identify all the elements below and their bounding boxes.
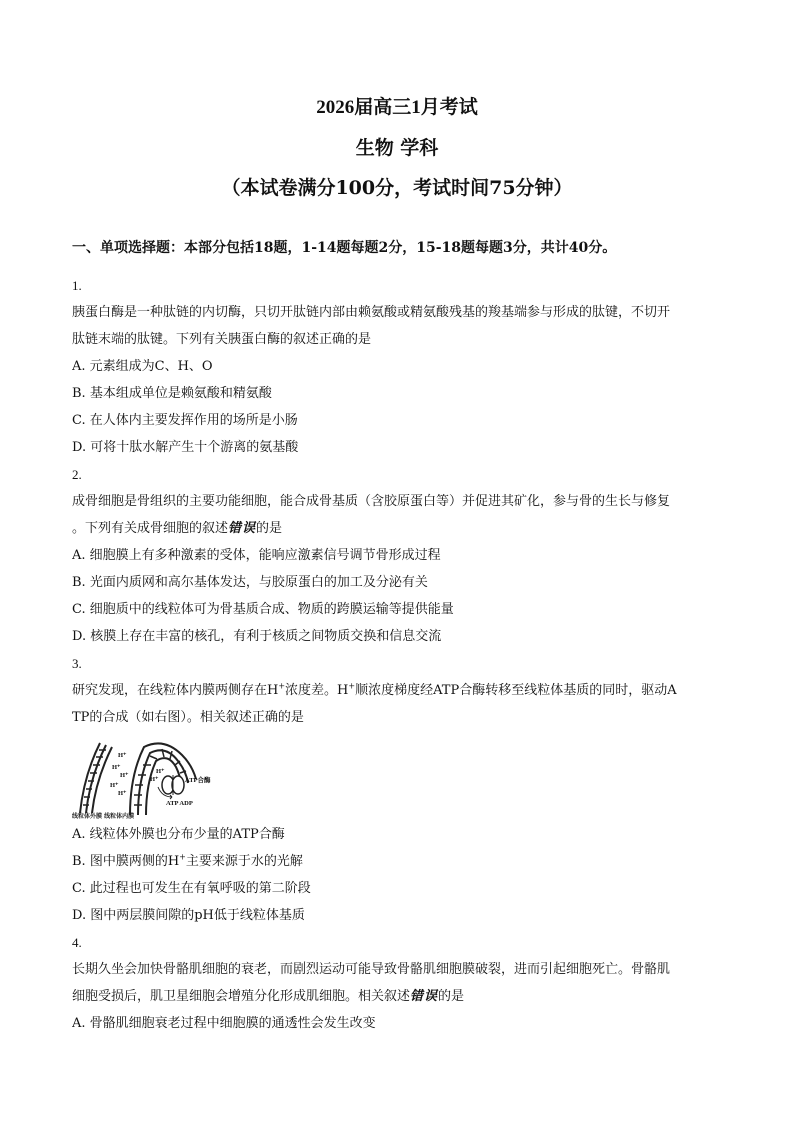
figure-caption: 线粒体外膜 线粒体内膜	[72, 813, 135, 820]
option-d: D. 图中两层膜间隙的pH低于线粒体基质	[72, 908, 305, 923]
mitochondria-membrane-figure	[72, 735, 252, 821]
h-plus-label: H⁺	[150, 776, 159, 783]
question-stem-line: 长期久坐会加快骨骼肌细胞的衰老，而剧烈运动可能导致骨骼肌细胞膜破裂，进而引起细胞死亡。骨骼肌	[72, 962, 671, 977]
exam-note: （本试卷满分100分，考试时间75分钟）	[221, 177, 573, 199]
question-stem-line: 胰蛋白酶是一种肽链的内切酶，只切开肽链内部由赖氨酸或精氨酸残基的羧基端参与形成的肽键，不切开	[72, 305, 671, 320]
question-number: 2.	[72, 467, 82, 482]
question-stem-line	[72, 677, 724, 704]
question-stem-line: 肽链末端的肽键。下列有关胰蛋白酶的叙述正确的是	[72, 332, 372, 347]
option-c: C. 细胞质中的线粒体可为骨基质合成、物质的跨膜运输等提供能量	[72, 602, 454, 617]
question-stem-line	[72, 515, 724, 542]
subject-title: 生物 学科	[355, 137, 439, 159]
question-stem-line: TP的合成（如右图）。相关叙述正确的是	[72, 710, 304, 725]
option-a: A. 骨骼肌细胞衰老过程中细胞膜的通透性会发生改变	[72, 1016, 376, 1031]
atp-synthase-label: ATP合酶	[185, 777, 211, 784]
option-b	[72, 848, 724, 875]
header	[0, 96, 794, 200]
atp-adp-label: ATP ADP	[166, 800, 193, 807]
h-plus-label: H⁺	[112, 764, 121, 771]
option-c: C. 此过程也可发生在有氧呼吸的第二阶段	[72, 881, 311, 896]
question-stem-line: 成骨细胞是骨组织的主要功能细胞，能合成骨基质（含胶原蛋白等）并促进其矿化，参与骨的生长与修复	[72, 494, 671, 509]
question-stem-line	[72, 983, 724, 1010]
h-plus-label: H⁺	[118, 790, 127, 797]
question-number: 4.	[72, 935, 82, 950]
option-c: C. 在人体内主要发挥作用的场所是小肠	[72, 413, 298, 428]
option-a: A. 元素组成为C、H、O	[72, 359, 213, 374]
option-a: A. 细胞膜上有多种激素的受体，能响应激素信号调节骨形成过程	[72, 548, 441, 563]
question-list	[72, 272, 724, 1037]
stem-text: 研究发现，在线粒体内膜两侧存在H	[72, 683, 279, 698]
section-title: 一、单项选择题：本部分包括18题，1-14题每题2分，15-18题每题3分，共计40分。	[72, 240, 617, 256]
option-d: D. 核膜上存在丰富的核孔，有利于核质之间物质交换和信息交流	[72, 629, 442, 644]
membrane-diagram	[72, 735, 252, 821]
exam-title: 2026届高三1月考试	[316, 97, 478, 118]
outer-membrane-graphic	[80, 743, 112, 813]
question-number: 3.	[72, 656, 82, 671]
stem-text: 顺浓度梯度经ATP合酶转移至线粒体基质的同时，驱动A	[355, 683, 677, 698]
option-b: B. 基本组成单位是赖氨酸和精氨酸	[72, 386, 272, 401]
h-plus-label: H⁺	[110, 782, 119, 789]
h-plus-label: H⁺	[156, 768, 165, 775]
stem-text: 浓度差。H	[285, 683, 349, 698]
superscript: +	[278, 681, 286, 691]
stem-text: 的是	[438, 989, 465, 1004]
atp-synthase-graphic	[158, 775, 184, 799]
h-plus-label: H⁺	[120, 772, 129, 779]
option-text: B. 图中膜两侧的H	[72, 854, 180, 869]
option-text: 主要来源于水的光解	[185, 854, 303, 869]
option-a: A. 线粒体外膜也分布少量的ATP合酶	[72, 827, 285, 842]
stem-text: 细胞受损后，肌卫星细胞会增殖分化形成肌细胞。相关叙述	[72, 989, 411, 1004]
h-plus-label: H⁺	[118, 752, 127, 759]
emphasis-word: 错误	[410, 989, 439, 1004]
stem-text: 。下列有关成骨细胞的叙述	[72, 521, 229, 536]
option-b: B. 光面内质网和高尔基体发达，与胶原蛋白的加工及分泌有关	[72, 575, 428, 590]
emphasis-word: 错误	[228, 521, 257, 536]
superscript: +	[348, 681, 356, 691]
superscript: +	[179, 852, 186, 862]
stem-text: 的是	[256, 521, 283, 536]
option-d: D. 可将十肽水解产生十个游离的氨基酸	[72, 440, 299, 455]
question-number: 1.	[72, 278, 82, 293]
